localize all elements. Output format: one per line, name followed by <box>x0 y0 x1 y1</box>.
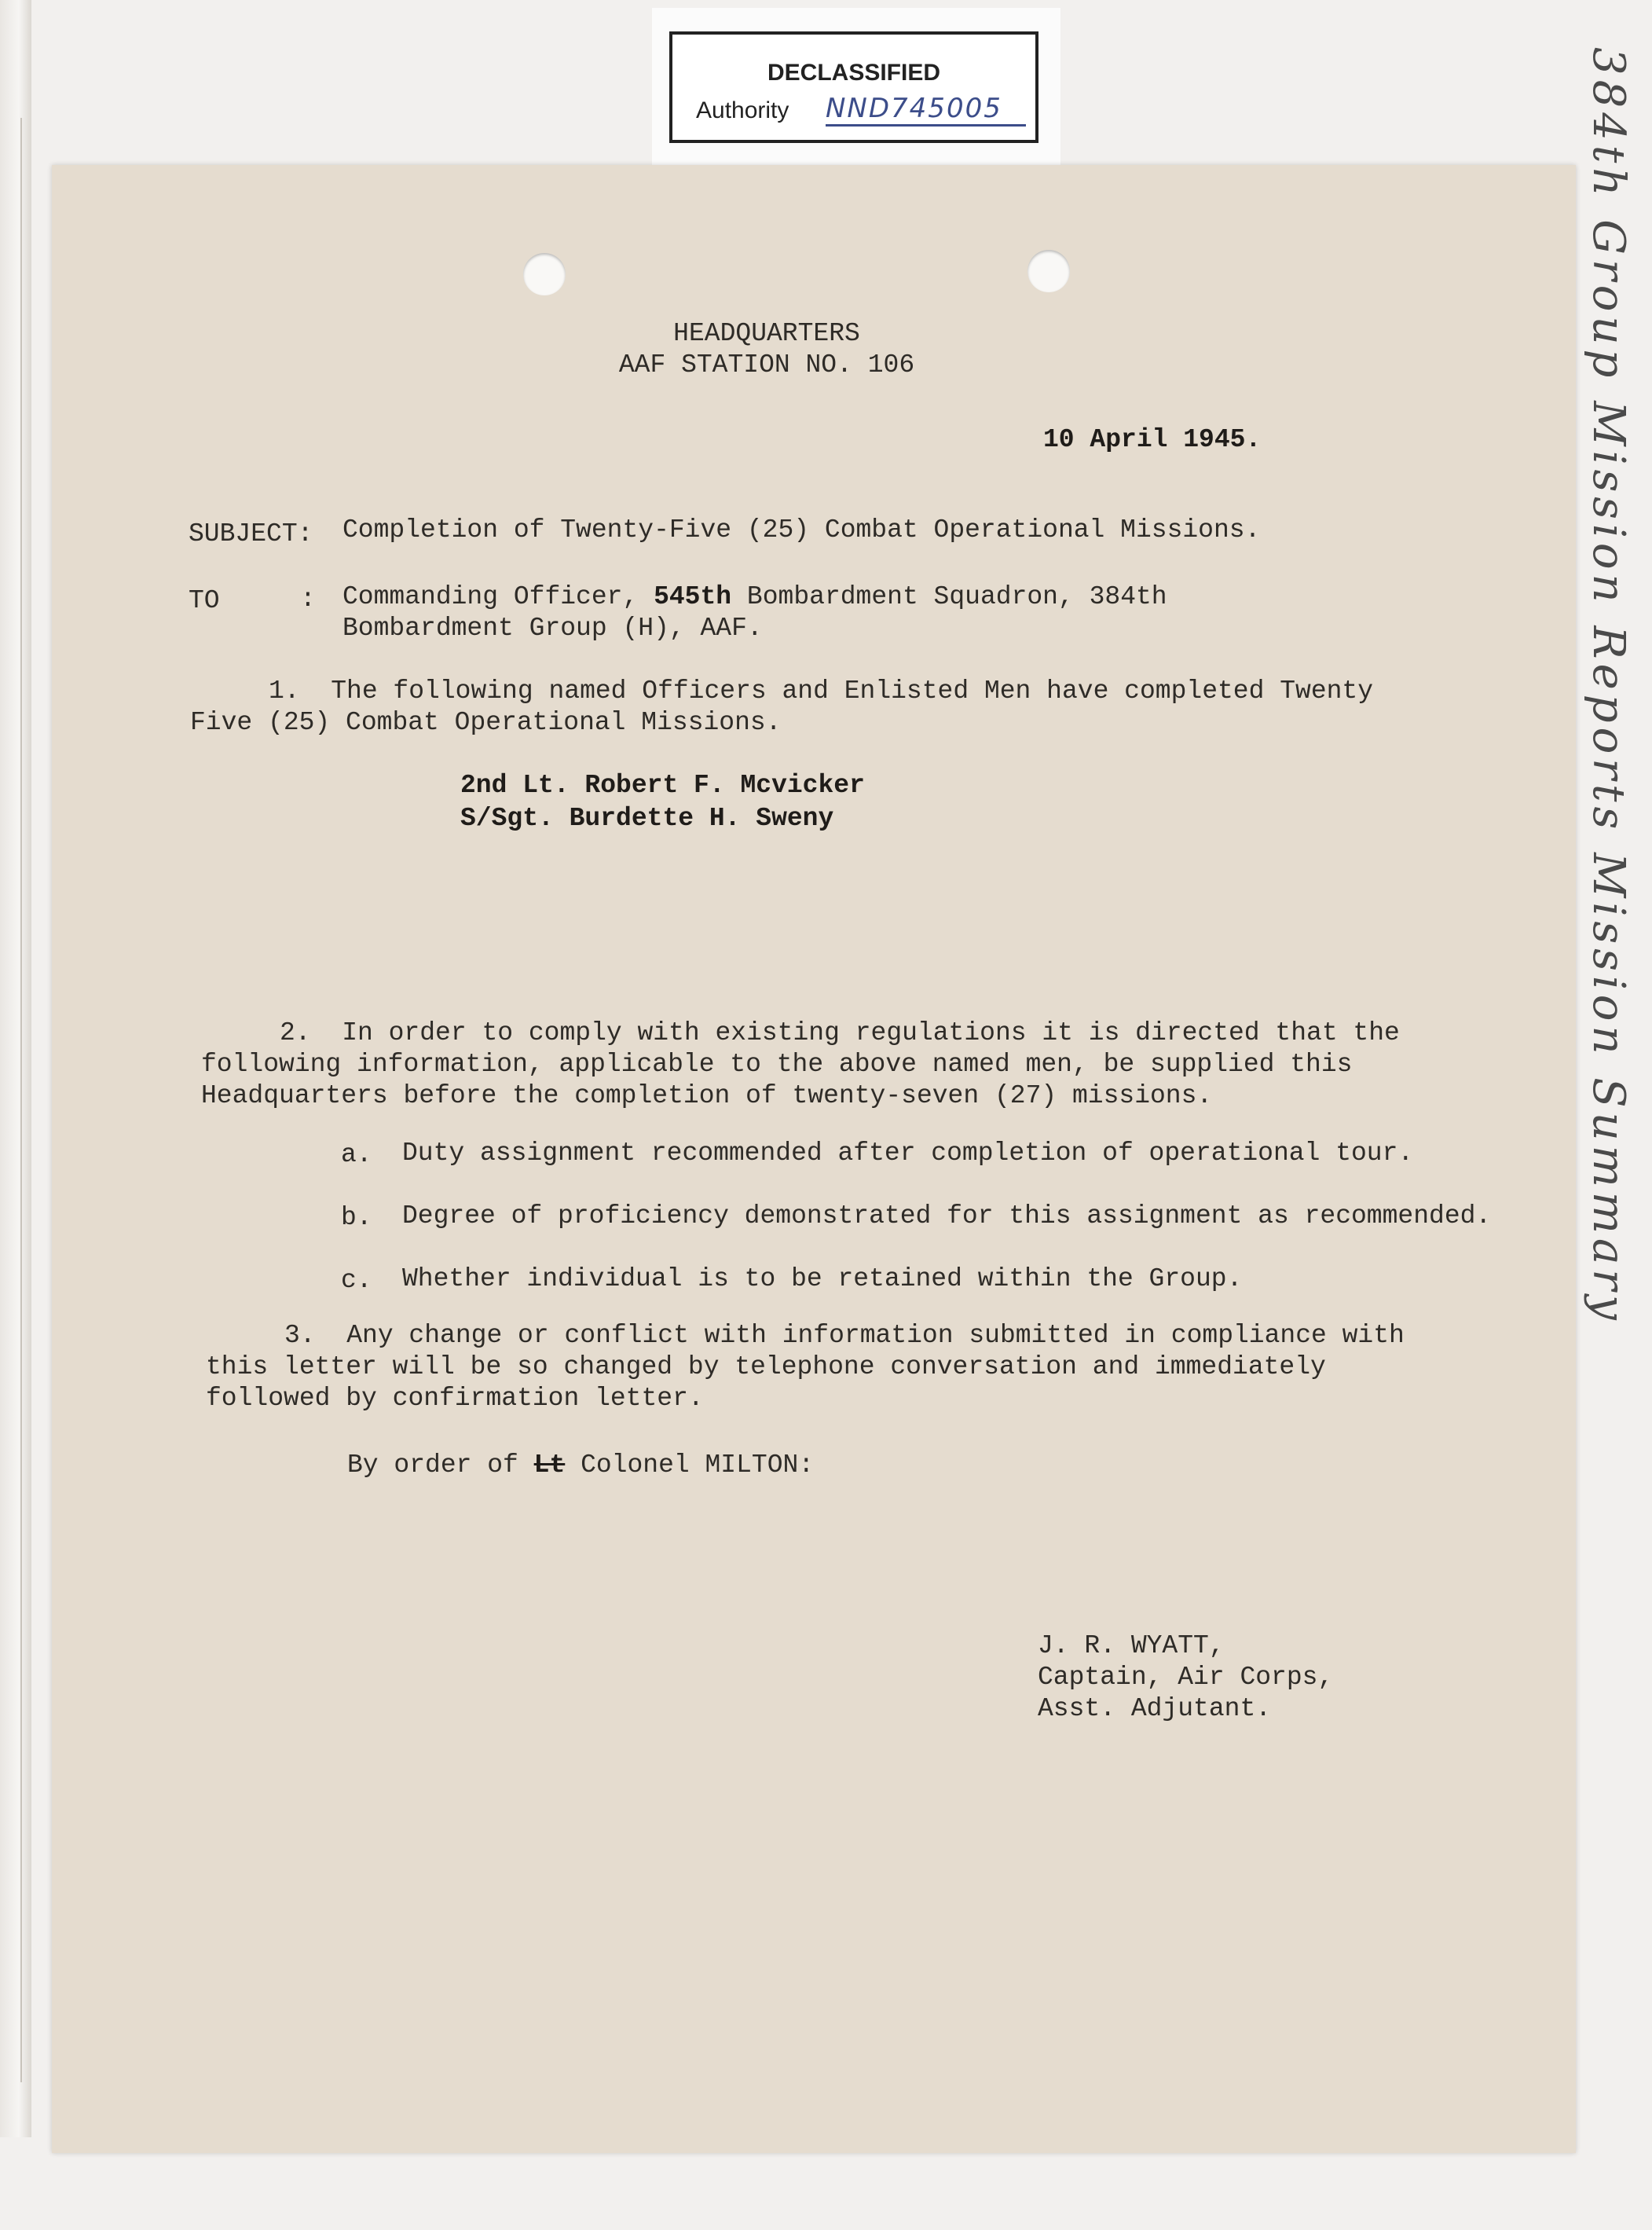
letterhead-line1: HEADQUARTERS <box>673 319 860 348</box>
signature-line: J. R. WYATT, <box>1038 1631 1225 1660</box>
item-letter: c. <box>341 1266 372 1295</box>
subject-text: Completion of Twenty-Five (25) Combat Operational Missions. <box>342 515 1261 545</box>
to-line1-unit: 545th <box>654 582 732 611</box>
stamp-title: DECLASSIFIED <box>767 60 941 86</box>
item-text: Duty assignment recommended after completion of operational tour. <box>402 1139 1414 1168</box>
letter-date: 10 April 1945. <box>1043 425 1262 454</box>
item-letter: b. <box>341 1203 372 1232</box>
punch-hole-right <box>1027 250 1070 292</box>
para1-line1: 1. The following named Officers and Enlisted Men have completed Twenty <box>269 677 1374 706</box>
to-label: TO <box>189 586 220 615</box>
para3-line: this letter will be so changed by telephone conversation and immediately <box>206 1352 1326 1381</box>
page-edge-line <box>20 118 22 2082</box>
subject-label: SUBJECT: <box>189 519 313 548</box>
to-line1-post: Bombardment Squadron, 384th <box>746 582 1167 611</box>
signature-line: Captain, Air Corps, <box>1038 1663 1334 1692</box>
punch-hole-left <box>523 253 566 295</box>
to-colon: : <box>300 585 316 614</box>
para2-line: Headquarters before the completion of twenty-seven (27) missions. <box>201 1081 1213 1110</box>
para2-line: following information, applicable to the above named men, be supplied this <box>201 1050 1353 1079</box>
to-line1-pre: Commanding Officer, <box>342 582 639 611</box>
margin-handwriting-text: 384th Group Mission Reports Mission Summary <box>1583 47 1634 1325</box>
declassification-label <box>652 8 1060 169</box>
document-page <box>52 165 1576 2153</box>
margin-handwriting <box>1583 47 1650 2184</box>
para3-line: 3. Any change or conflict with information submitted in compliance with <box>284 1321 1405 1350</box>
item-letter: a. <box>341 1140 372 1169</box>
name-entry: 2nd Lt. Robert F. Mcvicker <box>460 771 865 800</box>
para1-line2: Five (25) Combat Operational Missions. <box>190 708 782 737</box>
name-entry: S/Sgt. Burdette H. Sweny <box>460 804 834 833</box>
stamp-authority-code: NND745005 <box>826 93 1026 127</box>
order-line <box>347 1450 814 1481</box>
para3-line: followed by confirmation letter. <box>206 1384 704 1413</box>
letterhead-line2: AAF STATION NO. 106 <box>618 350 915 380</box>
order-struck-word: Lt <box>533 1451 566 1480</box>
to-line2: Bombardment Group (H), AAF. <box>342 614 763 643</box>
item-text: Whether individual is to be retained within the Group. <box>402 1264 1243 1293</box>
declassified-stamp <box>669 31 1038 143</box>
order-post: Colonel MILTON: <box>581 1451 815 1480</box>
order-pre: By order of <box>347 1451 518 1480</box>
item-text: Degree of proficiency demonstrated for this assignment as recommended. <box>402 1201 1492 1231</box>
underlying-page-edge <box>0 0 31 2137</box>
signature-line: Asst. Adjutant. <box>1038 1694 1272 1723</box>
para2-line: 2. In order to comply with existing regulations it is directed that the <box>280 1018 1400 1047</box>
stamp-authority-label: Authority <box>696 97 789 123</box>
to-line1 <box>342 581 1167 613</box>
